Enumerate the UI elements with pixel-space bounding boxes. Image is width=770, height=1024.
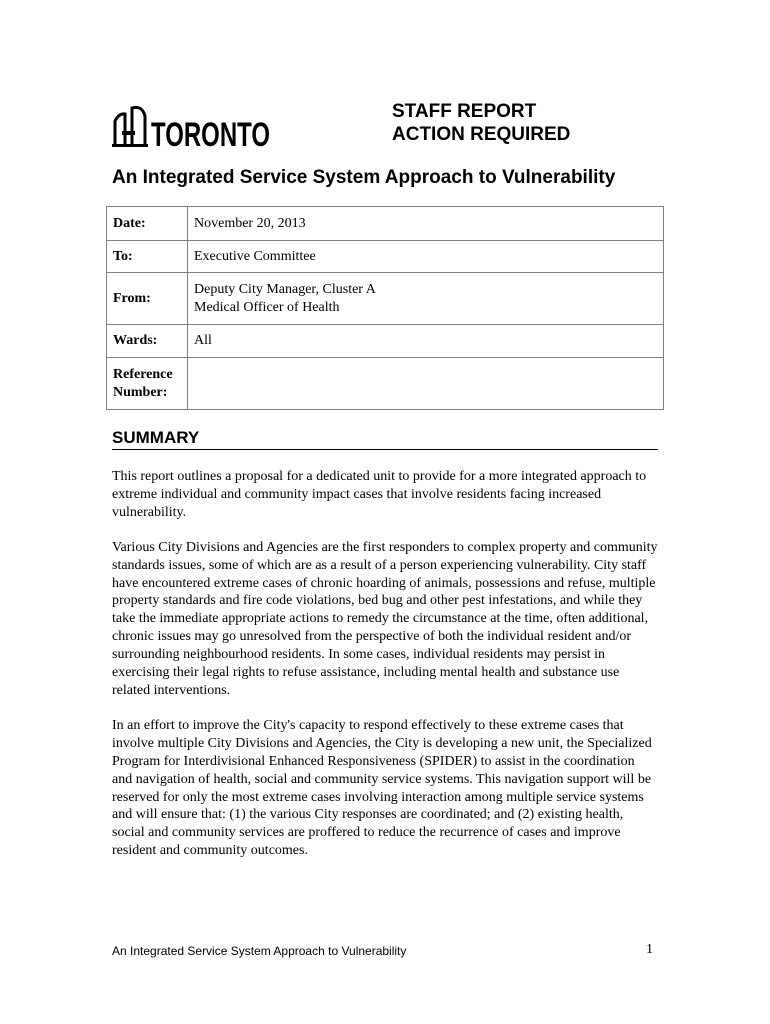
from-value bbox=[188, 273, 664, 325]
table-row-wards bbox=[107, 325, 664, 358]
footer-title: An Integrated Service System Approach to Vulnerability bbox=[112, 944, 407, 958]
report-type-line2: ACTION REQUIRED bbox=[392, 124, 571, 145]
reference-label bbox=[107, 358, 188, 410]
from-label: From: bbox=[107, 273, 188, 325]
page-number: 1 bbox=[646, 942, 653, 957]
report-title: An Integrated Service System Approach to Vulnerability bbox=[112, 167, 616, 188]
summary-paragraph-1: This report outlines a proposal for a dedicated unit to provide for a more integrated approach to extreme individual and community impact cases that involve residents facing increased vulnerability. bbox=[112, 469, 647, 520]
table-row-to bbox=[107, 241, 664, 273]
report-type bbox=[392, 100, 570, 146]
summary-heading: SUMMARY bbox=[112, 428, 658, 450]
reference-label-line1: Reference bbox=[113, 366, 173, 382]
date-label: Date: bbox=[107, 207, 188, 241]
wards-value: All bbox=[188, 325, 664, 358]
reference-label-line2: Number: bbox=[113, 384, 168, 400]
summary-paragraph-3: In an effort to improve the City's capacity to respond effectively to these extreme cases that involve multiple City Divisions and Agencies, the City is developing a new unit, the Specialized Program for Interdivisional Enhanced Responsiveness (SPIDER) to assist in the coordination and navigation of health, social and community service systems. This navigation support will be reserved for only the most extreme cases involving interaction among multiple service systems and will ensure that: (1) the various City responses are coordinated; and (2) existing health, social and community services are proffered to reduce the recurrence of cases and improve resident and community outcomes. bbox=[112, 717, 652, 859]
logo-wordmark: TORONTO bbox=[151, 116, 270, 154]
summary-body bbox=[112, 468, 658, 877]
report-details-table bbox=[106, 206, 664, 410]
reference-value bbox=[188, 358, 664, 410]
date-value: November 20, 2013 bbox=[188, 207, 664, 241]
table-row-date bbox=[107, 207, 664, 241]
to-value: Executive Committee bbox=[188, 241, 664, 273]
wards-label: Wards: bbox=[107, 325, 188, 358]
summary-paragraph-2: Various City Divisions and Agencies are the first responders to complex property and community standards issues, some of which are as a result of a person experiencing vulnerability. City staff have encountered extreme cases of chronic hoarding of animals, possessions and refuse, multiple property standards and fire code violations, bed bug and other pest infestations, and while they take the immediate appropriate actions to remedy the circumstance at the time, often additional, chronic issues may go unresolved from the perspective of both the individual resident and/or surrounding neighbourhood residents. In some cases, individual residents may persist in exercising their legal rights to refuse assistance, including mental health and substance use related interventions. bbox=[112, 539, 658, 698]
to-label: To: bbox=[107, 241, 188, 273]
report-type-line1: STAFF REPORT bbox=[392, 101, 537, 122]
table-row-from bbox=[107, 273, 664, 325]
from-line2: Medical Officer of Health bbox=[194, 299, 340, 315]
from-line1: Deputy City Manager, Cluster A bbox=[194, 281, 376, 297]
table-row-reference bbox=[107, 358, 664, 410]
toronto-logo bbox=[112, 104, 272, 154]
city-hall-icon bbox=[112, 104, 272, 154]
